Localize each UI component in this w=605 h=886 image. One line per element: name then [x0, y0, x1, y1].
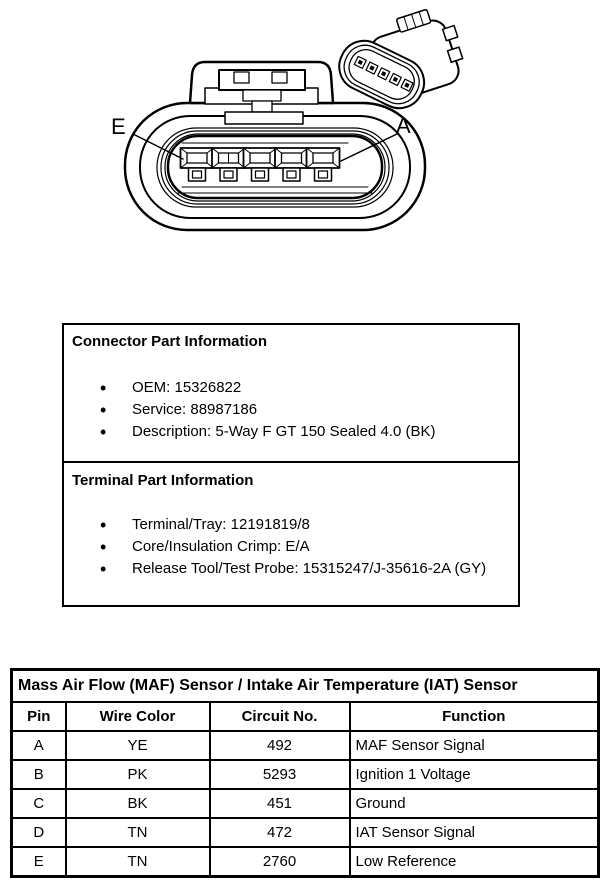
col-header-pin: Pin: [12, 702, 66, 731]
pin-label-e: E: [111, 114, 126, 139]
table-title: Mass Air Flow (MAF) Sensor / Intake Air Temperature (IAT) Sensor: [12, 670, 599, 703]
list-item: • Release Tool/Test Probe: 15315247/J-35616-2A (GY): [132, 558, 512, 580]
connector-perspective-view: [331, 3, 471, 116]
col-header-wire-color: Wire Color: [66, 702, 210, 731]
table-row: [12, 760, 599, 789]
cell-pin: B: [12, 760, 66, 789]
cell-wire-color: BK: [66, 789, 210, 818]
cell-wire-color: TN: [66, 847, 210, 877]
terminal-info-list: [72, 514, 512, 580]
perspective-side-nub: [448, 47, 463, 62]
cell-function: MAF Sensor Signal: [350, 731, 599, 760]
latch-nub: [234, 72, 249, 83]
pin-label-a: A: [396, 113, 411, 138]
list-item: • Service: 88987186: [132, 399, 512, 421]
part-info-box: [62, 323, 520, 607]
col-header-function: Function: [350, 702, 599, 731]
connector-diagram-svg: [0, 0, 605, 315]
cell-function: Ignition 1 Voltage: [350, 760, 599, 789]
list-item: • OEM: 15326822: [132, 377, 512, 399]
pinout-table: [10, 668, 600, 878]
table-row: [12, 789, 599, 818]
connector-pins: [181, 148, 340, 181]
terminal-part-info-section: [64, 463, 518, 605]
cell-circuit-no: 2760: [210, 847, 350, 877]
terminal-info-title: Terminal Part Information: [72, 472, 254, 489]
list-item: • Terminal/Tray: 12191819/8: [132, 514, 512, 536]
cell-circuit-no: 472: [210, 818, 350, 847]
cell-wire-color: PK: [66, 760, 210, 789]
table-header-row: [12, 702, 599, 731]
cell-function: Ground: [350, 789, 599, 818]
cell-pin: D: [12, 818, 66, 847]
connector-part-info-section: [64, 325, 518, 463]
cell-function: IAT Sensor Signal: [350, 818, 599, 847]
col-header-circuit-no: Circuit No.: [210, 702, 350, 731]
cell-wire-color: YE: [66, 731, 210, 760]
latch-lower-band: [225, 112, 303, 124]
connector-info-list: [72, 377, 512, 443]
table-row: [12, 818, 599, 847]
connector-info-title: Connector Part Information: [72, 333, 268, 350]
latch-nub: [272, 72, 287, 83]
cell-pin: C: [12, 789, 66, 818]
cell-circuit-no: 5293: [210, 760, 350, 789]
perspective-side-nub: [443, 26, 458, 41]
cell-pin: A: [12, 731, 66, 760]
latch-body: [219, 70, 305, 90]
table-title-row: [12, 670, 599, 703]
cell-circuit-no: 492: [210, 731, 350, 760]
cell-pin: E: [12, 847, 66, 877]
list-item: • Description: 5-Way F GT 150 Sealed 4.0 (BK): [132, 421, 512, 443]
list-item: • Core/Insulation Crimp: E/A: [132, 536, 512, 558]
latch-release-stem: [252, 101, 272, 112]
cell-wire-color: TN: [66, 818, 210, 847]
latch-release-tab: [243, 90, 281, 101]
table-row: [12, 847, 599, 877]
cell-function: Low Reference: [350, 847, 599, 877]
cell-circuit-no: 451: [210, 789, 350, 818]
table-row: [12, 731, 599, 760]
connector-diagram: [0, 0, 605, 315]
